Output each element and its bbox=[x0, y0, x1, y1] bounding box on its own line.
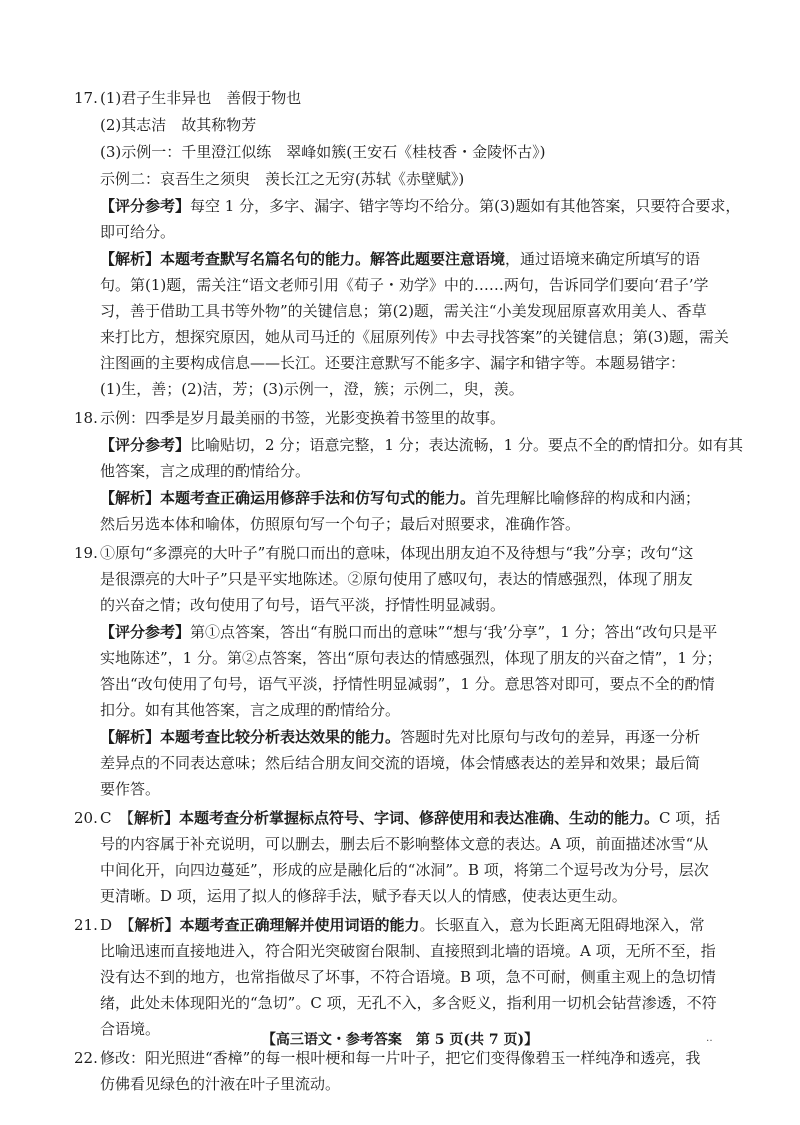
answer-paragraph bbox=[100, 85, 724, 111]
line-text: 比喻贴切，2 分；语意完整，1 分；表达流畅，1 分。要点不全的酌情扣分。如有其 bbox=[190, 436, 743, 454]
corner-mark: ‥ bbox=[706, 1033, 713, 1044]
answer-paragraph bbox=[100, 139, 724, 165]
line-text: 第①点答案，答出“有脱口而出的意味”“想与‘我’分享”，1 分；答出“改句只是平 bbox=[190, 623, 718, 641]
text-line: 习，善于借助工具书等外物”的关键信息；第(2)题，需关注“小美发现屈原喜欢用美人、香草 bbox=[100, 302, 707, 320]
question-21 bbox=[74, 912, 724, 1042]
text-line: 句。第(1)题，需关注“语文老师引用《荀子・劝学》中的……两句，告诉同学们要向‘君子’学 bbox=[100, 276, 709, 294]
text-line: 然后另选本体和喻体，仿照原句写一个句子；最后对照要求，准确作答。 bbox=[100, 515, 581, 533]
section-tag: 【解析】 bbox=[100, 489, 161, 507]
question-number: 22. bbox=[74, 1049, 98, 1067]
text-line: 示例：四季是岁月最美丽的书签，光影变换着书签里的故事。 bbox=[100, 409, 506, 427]
text-line: 【解析】本题考查正确运用修辞手法和仿写句式的能力。首先理解比喻修辞的构成和内涵； bbox=[100, 489, 701, 507]
answer-paragraph bbox=[100, 166, 724, 192]
question-number: 18. bbox=[74, 409, 98, 427]
text-line: 【解析】本题考查比较分析表达效果的能力。答题时先对比原句与改句的差异，再逐一分析 bbox=[100, 728, 701, 746]
question-17 bbox=[74, 85, 741, 402]
annotation-paragraph bbox=[100, 724, 724, 802]
answer-paragraph bbox=[100, 805, 724, 909]
text-line: (1)君子生非异也 善假于物也 bbox=[100, 89, 302, 107]
text-line: 合语境。 bbox=[100, 1020, 161, 1038]
section-tag: 【解析】 bbox=[100, 250, 161, 268]
question-number: 19. bbox=[74, 544, 98, 562]
text-line: 没有达不到的地方，也常指做尽了坏事，不符合语境。B 项，急不可耐，侧重主观上的急切情 bbox=[100, 968, 716, 986]
question-18 bbox=[74, 405, 743, 537]
text-line: 是很漂亮的大叶子”只是平实地陈述。②原句使用了感叹句，表达的情感强烈，体现了朋友 bbox=[100, 570, 693, 588]
text-line: ①原句“多漂亮的大叶子”有脱口而出的意味，体现出朋友迫不及待想与“我”分享；改句“这 bbox=[100, 544, 694, 562]
text-line: D 【解析】本题考查正确理解并使用词语的能力。长驱直入，意为长距离无阻碍地深入，常 bbox=[100, 916, 705, 934]
text-line bbox=[100, 619, 724, 645]
text-line bbox=[100, 432, 743, 458]
annotation-paragraph bbox=[100, 432, 743, 484]
text-line: (3)示例一：千里澄江似练 翠峰如簇(王安石《桂枝香・金陵怀古》) bbox=[100, 143, 546, 161]
text-line: 差异点的不同表达意味；然后结合朋友间交流的语境，体会情感表达的差异和效果；最后简 bbox=[100, 754, 701, 772]
text-line: 中间化开，向四边蔓延”，形成的应是融化后的“冰洞”。B 项，将第二个逗号改为分号，层次 bbox=[100, 861, 709, 879]
answer-paragraph bbox=[100, 912, 724, 1042]
text-line: 答出“改句使用了句号，语气平淡，抒情性明显减弱”，1 分。意思答对即可，要点不全的酌情 bbox=[100, 675, 715, 693]
text-line: 即可给分。 bbox=[100, 223, 176, 241]
text-line: 【解析】本题考查默写名篇名句的能力。解答此题要注意语境，通过语境来确定所填写的语 bbox=[100, 250, 701, 268]
section-tag: 【评分参考】 bbox=[100, 623, 191, 641]
text-line: 绪，此处未体现阳光的“急切”。C 项，无孔不入，多含贬义，指利用一切机会钻营渗透，不符 bbox=[100, 994, 717, 1012]
analysis-lead: 解析】本题考查正确理解并使用词语的能力 bbox=[134, 916, 420, 934]
text-line: 仿佛看见绿色的汁液在叶子里流动。 bbox=[100, 1075, 341, 1093]
text-line: (2)其志洁 故其称物芳 bbox=[100, 116, 257, 134]
text-line: C 【解析】本题考查分析掌握标点符号、字词、修辞使用和表达准确、生动的能力。C 项，括 bbox=[100, 809, 721, 827]
section-tag: 【评分参考】 bbox=[100, 197, 191, 215]
text-line: 更清晰。D 项，运用了拟人的修辞手法，赋予春天以人的情感，使表达更生动。 bbox=[100, 887, 627, 905]
question-number: 20. bbox=[74, 809, 98, 827]
text-line: 示例二：哀吾生之须臾 羡长江之无穷(苏轼《赤壁赋》) bbox=[100, 170, 465, 188]
question-number: 17. bbox=[74, 89, 98, 107]
section-tag: 【评分参考】 bbox=[100, 436, 191, 454]
question-22 bbox=[74, 1045, 724, 1097]
answer-paragraph bbox=[100, 540, 724, 618]
annotation-paragraph bbox=[100, 193, 741, 245]
annotation-paragraph bbox=[100, 485, 724, 537]
text-line: 号的内容属于补充说明，可以删去，删去后不影响整体文意的表达。A 项，前面描述冰雪“从 bbox=[100, 835, 709, 853]
text-line: 他答案，言之成理的酌情给分。 bbox=[100, 462, 311, 480]
page-footer: 【高三语文・参考答案 第 5 页(共 7 页)】 bbox=[261, 1032, 539, 1048]
line-text: 每空 1 分，多字、漏字、错字等均不给分。第(3)题如有其他答案，只要符合要求， bbox=[190, 197, 741, 215]
question-19 bbox=[74, 540, 724, 802]
text-line: 的兴奋之情；改句使用了句号，语气平淡，抒情性明显减弱。 bbox=[100, 596, 506, 614]
text-line: 比喻迅速而直接地进入，符合阳光突破窗台限制、直接照到北墙的语境。A 项，无所不至，指 bbox=[100, 942, 716, 960]
question-20 bbox=[74, 805, 724, 909]
text-line: 要作答。 bbox=[100, 780, 161, 798]
text-line bbox=[100, 193, 741, 219]
annotation-paragraph bbox=[100, 619, 724, 723]
section-tag: 【解析】 bbox=[100, 728, 161, 746]
analysis-lead: 本题考查比较分析表达效果的能力。 bbox=[160, 728, 401, 746]
analysis-lead: 解析】本题考查分析掌握标点符号、字词、修辞使用和表达准确、生动的能力。 bbox=[133, 809, 659, 827]
answer-content bbox=[74, 84, 743, 1100]
answer-paragraph bbox=[100, 1045, 724, 1097]
analysis-lead: 本题考查默写名篇名句的能力。解答此题要注意语境 bbox=[160, 250, 506, 268]
text-line: 来打比方，想探究原因，她从司马迁的《屈原列传》中去寻找答案”的关键信息；第(3)题，需关 bbox=[100, 328, 729, 346]
analysis-lead: 本题考查正确运用修辞手法和仿写句式的能力。 bbox=[160, 489, 476, 507]
text-line: 实地陈述”，1 分。第②点答案，答出“原句表达的情感强烈，体现了朋友的兴奋之情”，1 分； bbox=[100, 649, 722, 667]
text-line: 注图画的主要构成信息——长江。还要注意默写不能多字、漏字和错字等。本题易错字： bbox=[100, 354, 686, 372]
answer-paragraph bbox=[100, 405, 724, 431]
question-number: 21. bbox=[74, 916, 98, 934]
text-line: (1)生，善；(2)洁，芳；(3)示例一，澄，簇；示例二，臾，羡。 bbox=[100, 380, 524, 398]
text-line: 扣分。如有其他答案，言之成理的酌情给分。 bbox=[100, 701, 401, 719]
answer-paragraph bbox=[100, 112, 724, 138]
text-line: 修改：阳光照进“香樟”的每一根叶梗和每一片叶子，把它们变得像碧玉一样纯净和透亮，我 bbox=[100, 1049, 701, 1067]
annotation-paragraph bbox=[100, 246, 729, 402]
